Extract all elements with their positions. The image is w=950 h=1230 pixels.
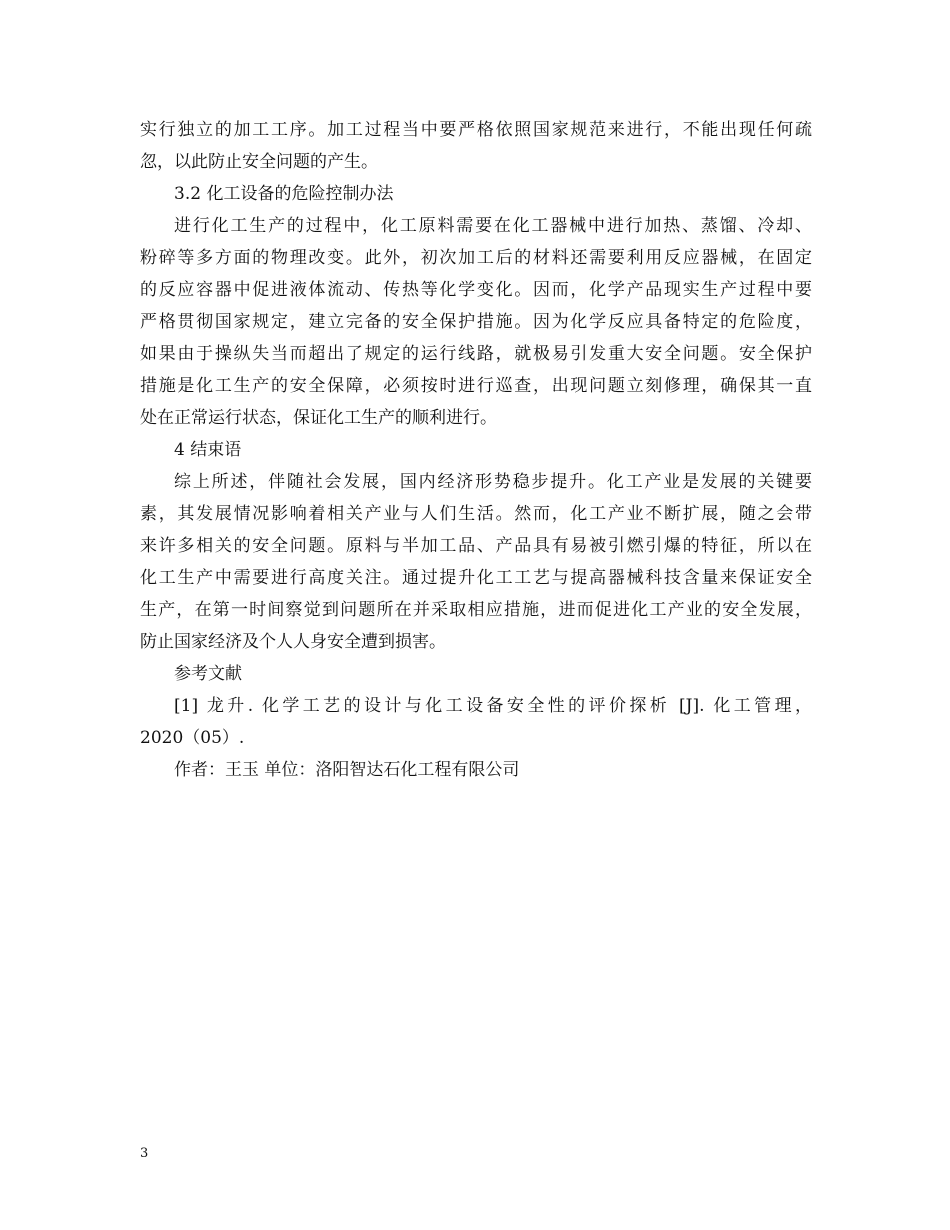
- text-line: 防止国家经济及个人人身安全遭到损害。: [140, 632, 446, 652]
- text-line: 化工生产中需要进行高度关注。通过提升化工工艺与提高器械科技含量来保证安全: [140, 568, 812, 588]
- page-number: 3: [140, 1146, 149, 1161]
- text-line: 严格贯彻国家规定，建立完备的安全保护措施。因为化学反应具备特定的危险度，: [140, 312, 812, 332]
- text-line: 综上所述，伴随社会发展，国内经济形势稳步提升。化工产业是发展的关键要: [174, 472, 812, 492]
- text-line: 如果由于操纵失当而超出了规定的运行线路，就极易引发重大安全问题。安全保护: [140, 344, 812, 364]
- text-line: 生产，在第一时间察觉到问题所在并采取相应措施，进而促进化工产业的安全发展，: [140, 600, 812, 620]
- text-line: 措施是化工生产的安全保障，必须按时进行巡查，出现问题立刻修理，确保其一直: [140, 376, 812, 396]
- text-line: 来许多相关的安全问题。原料与半加工品、产品具有易被引燃引爆的特征，所以在: [140, 536, 812, 556]
- text-line: 2020（05）.: [140, 728, 245, 748]
- text-line: 忽，以此防止安全问题的产生。: [140, 152, 378, 172]
- text-line: 3.2 化工设备的危险控制办法: [174, 184, 394, 204]
- text-line: 素，其发展情况影响着相关产业与人们生活。然而，化工产业不断扩展，随之会带: [140, 504, 812, 524]
- text-line: 4 结束语: [174, 440, 242, 460]
- text-line: 实行独立的加工工序。加工过程当中要严格依照国家规范来进行，不能出现任何疏: [140, 120, 812, 140]
- text-line: 作者：王玉 单位：洛阳智达石化工程有限公司: [174, 760, 520, 780]
- text-line: [1] 龙升. 化学工艺的设计与化工设备安全性的评价探析 [J]. 化工管理，: [174, 696, 812, 716]
- text-line: 的反应容器中促进液体流动、传热等化学变化。因而，化学产品现实生产过程中要: [140, 280, 812, 300]
- text-line: 参考文献: [174, 664, 242, 684]
- document-body: [140, 114, 812, 786]
- text-line: 处在正常运行状态，保证化工生产的顺利进行。: [140, 408, 497, 428]
- text-line: 进行化工生产的过程中，化工原料需要在化工器械中进行加热、蒸馏、冷却、: [174, 216, 812, 236]
- text-line: 粉碎等多方面的物理改变。此外，初次加工后的材料还需要利用反应器械，在固定: [140, 248, 812, 268]
